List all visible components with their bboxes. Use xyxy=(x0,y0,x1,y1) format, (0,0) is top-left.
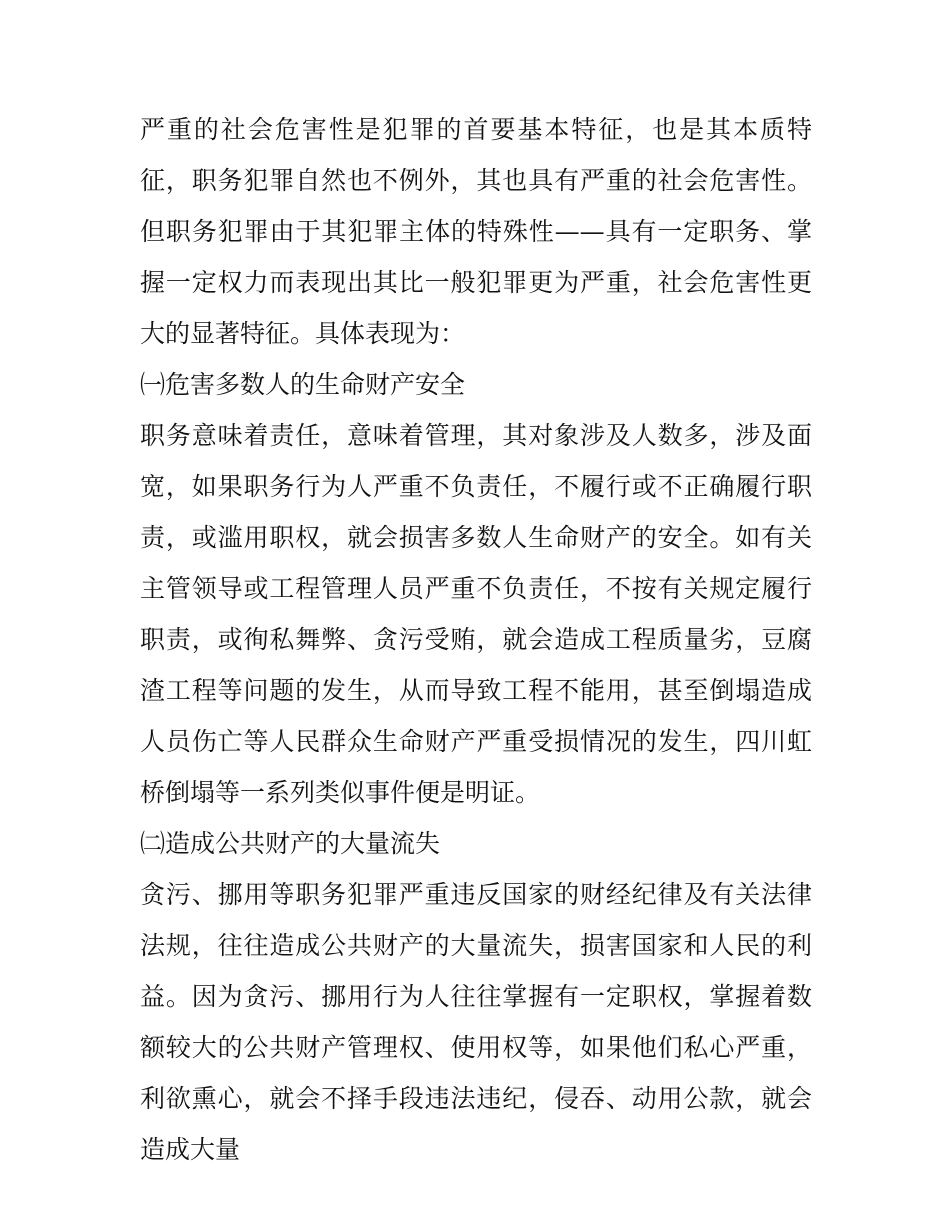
document-body xyxy=(140,104,812,1175)
paragraph-section-1: 职务意味着责任，意味着管理，其对象涉及人数多，涉及面宽，如果职务行为人严重不负责任，不履行或不正确履行职责，或滥用职权，就会损害多数人生命财产的安全。如有关主管领导或工程管理人员严重不负责任，不按有关规定履行职责，或徇私舞弊、贪污受贿，就会造成工程质量劣，豆腐渣工程等问题的发生，从而导致工程不能用，甚至倒塌造成人员伤亡等人民群众生命财产严重受损情况的发生，四川虹桥倒塌等一系列类似事件便是明证。 xyxy=(140,421,812,807)
section-heading-2: ㈡造成公共财产的大量流失 xyxy=(140,829,441,858)
paragraph-section-2: 贪污、挪用等职务犯罪严重违反国家的财经纪律及有关法律法规，往往造成公共财产的大量流失，损害国家和人民的利益。因为贪污、挪用行为人往往掌握有一定职权，掌握着数额较大的公共财产管理权、使用权等，如果他们私心严重，利欲熏心，就会不择手段违法违纪，侵吞、动用公款，就会造成大量 xyxy=(140,880,812,1164)
section-heading-1: ㈠危害多数人的生命财产安全 xyxy=(140,370,466,399)
paragraph-intro: 严重的社会危害性是犯罪的首要基本特征，也是其本质特征，职务犯罪自然也不例外，其也具有严重的社会危害性。但职务犯罪由于其犯罪主体的特殊性——具有一定职务、掌握一定权力而表现出其比一般犯罪更为严重，社会危害性更大的显著特征。具体表现为： xyxy=(140,115,812,348)
